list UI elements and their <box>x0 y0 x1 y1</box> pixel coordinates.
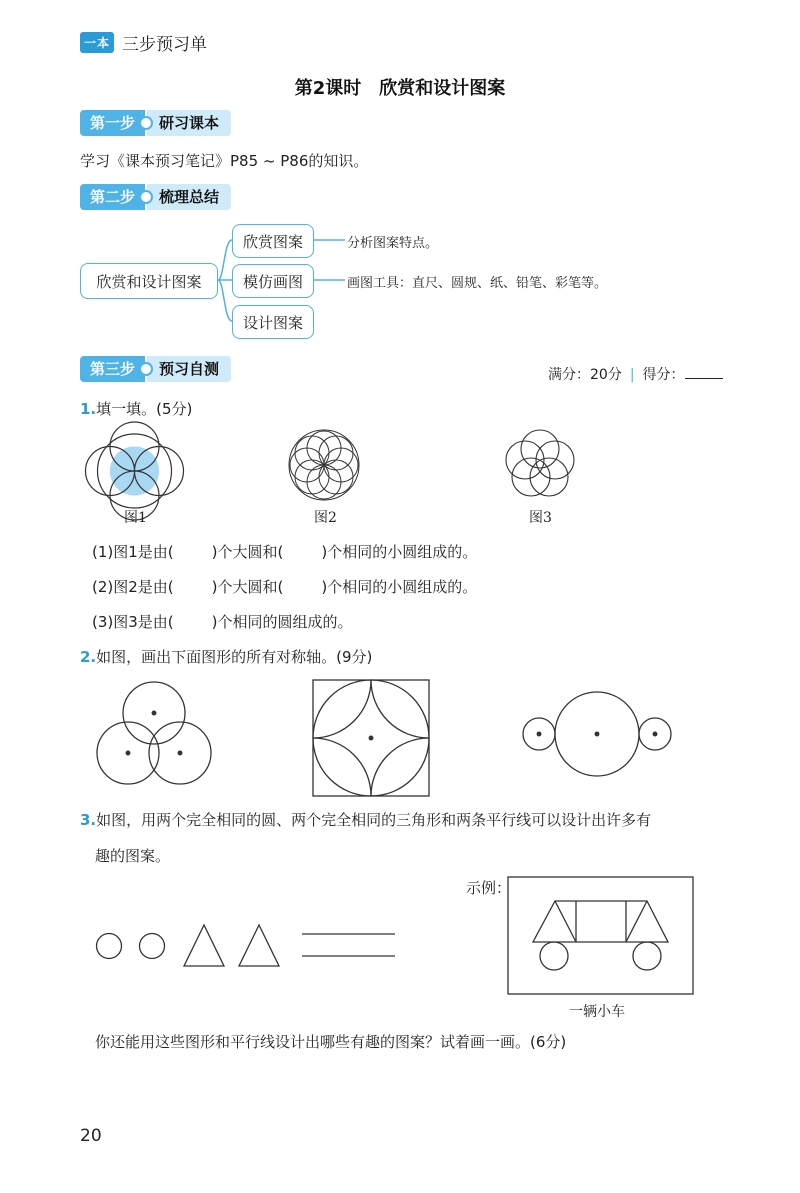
lesson-title: 第2课时 欣赏和设计图案 <box>294 78 506 99</box>
step3-label: 预习自测 <box>147 356 231 382</box>
mindmap-branch-design: 设计图案 <box>232 305 314 339</box>
mindmap-branch-imitate: 模仿画图 <box>232 264 314 298</box>
q2-text: 如图，画出下面图形的所有对称轴。(9分) <box>96 648 373 666</box>
q1-item-text: )个大圆和( <box>211 543 284 561</box>
score-label: 得分： <box>642 367 685 383</box>
step2-tag: 第二步 <box>80 184 145 210</box>
step1-label: 研习课本 <box>147 110 231 136</box>
figure-2-caption: 图2 <box>314 510 337 526</box>
step1-text: 学习《课本预习笔记》P85 ~ P86的知识。 <box>80 152 369 170</box>
q3-follow-up: 你还能用这些图形和平行线设计出哪些有趣的图案？试着画一画。(6分) <box>95 1033 567 1051</box>
book-title: 三步预习单 <box>122 35 208 55</box>
q3-number: 3. <box>80 811 97 829</box>
q1-item-text: )个相同的圆组成的。 <box>211 613 353 631</box>
q3-shapes <box>97 925 396 966</box>
page-number: 20 <box>80 1126 102 1146</box>
step-dot <box>139 190 153 204</box>
figure-3-caption: 图3 <box>529 510 552 526</box>
q1-item-text: )个相同的小圆组成的。 <box>321 543 478 561</box>
mindmap-branch-appreciate: 欣赏图案 <box>232 224 314 258</box>
q3-text: 如图，用两个完全相同的圆、两个完全相同的三角形和两条平行线可以设计出许多有 <box>96 811 652 829</box>
q1-number: 1. <box>80 400 97 418</box>
step2-label: 梳理总结 <box>147 184 231 210</box>
q1-item-text: )个相同的小圆组成的。 <box>321 578 478 596</box>
step1-tag: 第一步 <box>80 110 145 136</box>
mindmap-root: 欣赏和设计图案 <box>80 263 218 299</box>
q1-item-text: (1)图1是由( <box>92 543 174 561</box>
q2-number: 2. <box>80 648 97 666</box>
score-separator: | <box>629 367 635 383</box>
example-label: 示例： <box>466 879 512 897</box>
mindmap-note-appreciate: 分析图案特点。 <box>347 236 439 251</box>
q1-item-text: )个大圆和( <box>211 578 284 596</box>
step3-tag: 第三步 <box>80 356 145 382</box>
step-dot <box>139 362 153 376</box>
q3-prompt-line2: 趣的图案。 <box>95 847 171 865</box>
figure-1-caption: 图1 <box>124 510 147 526</box>
q1-item-text: (2)图2是由( <box>92 578 174 596</box>
step-dot <box>139 116 153 130</box>
brand-logo: 一本 <box>80 32 114 53</box>
example-car-drawing <box>508 877 693 994</box>
q1-item-text: (3)图3是由( <box>92 613 174 631</box>
q1-text: 填一填。(5分) <box>96 400 193 418</box>
full-score: 满分：20分 <box>548 367 622 383</box>
example-caption: 一辆小车 <box>569 1004 625 1020</box>
mindmap-note-imitate: 画图工具：直尺、圆规、纸、铅笔、彩笔等。 <box>347 276 608 291</box>
